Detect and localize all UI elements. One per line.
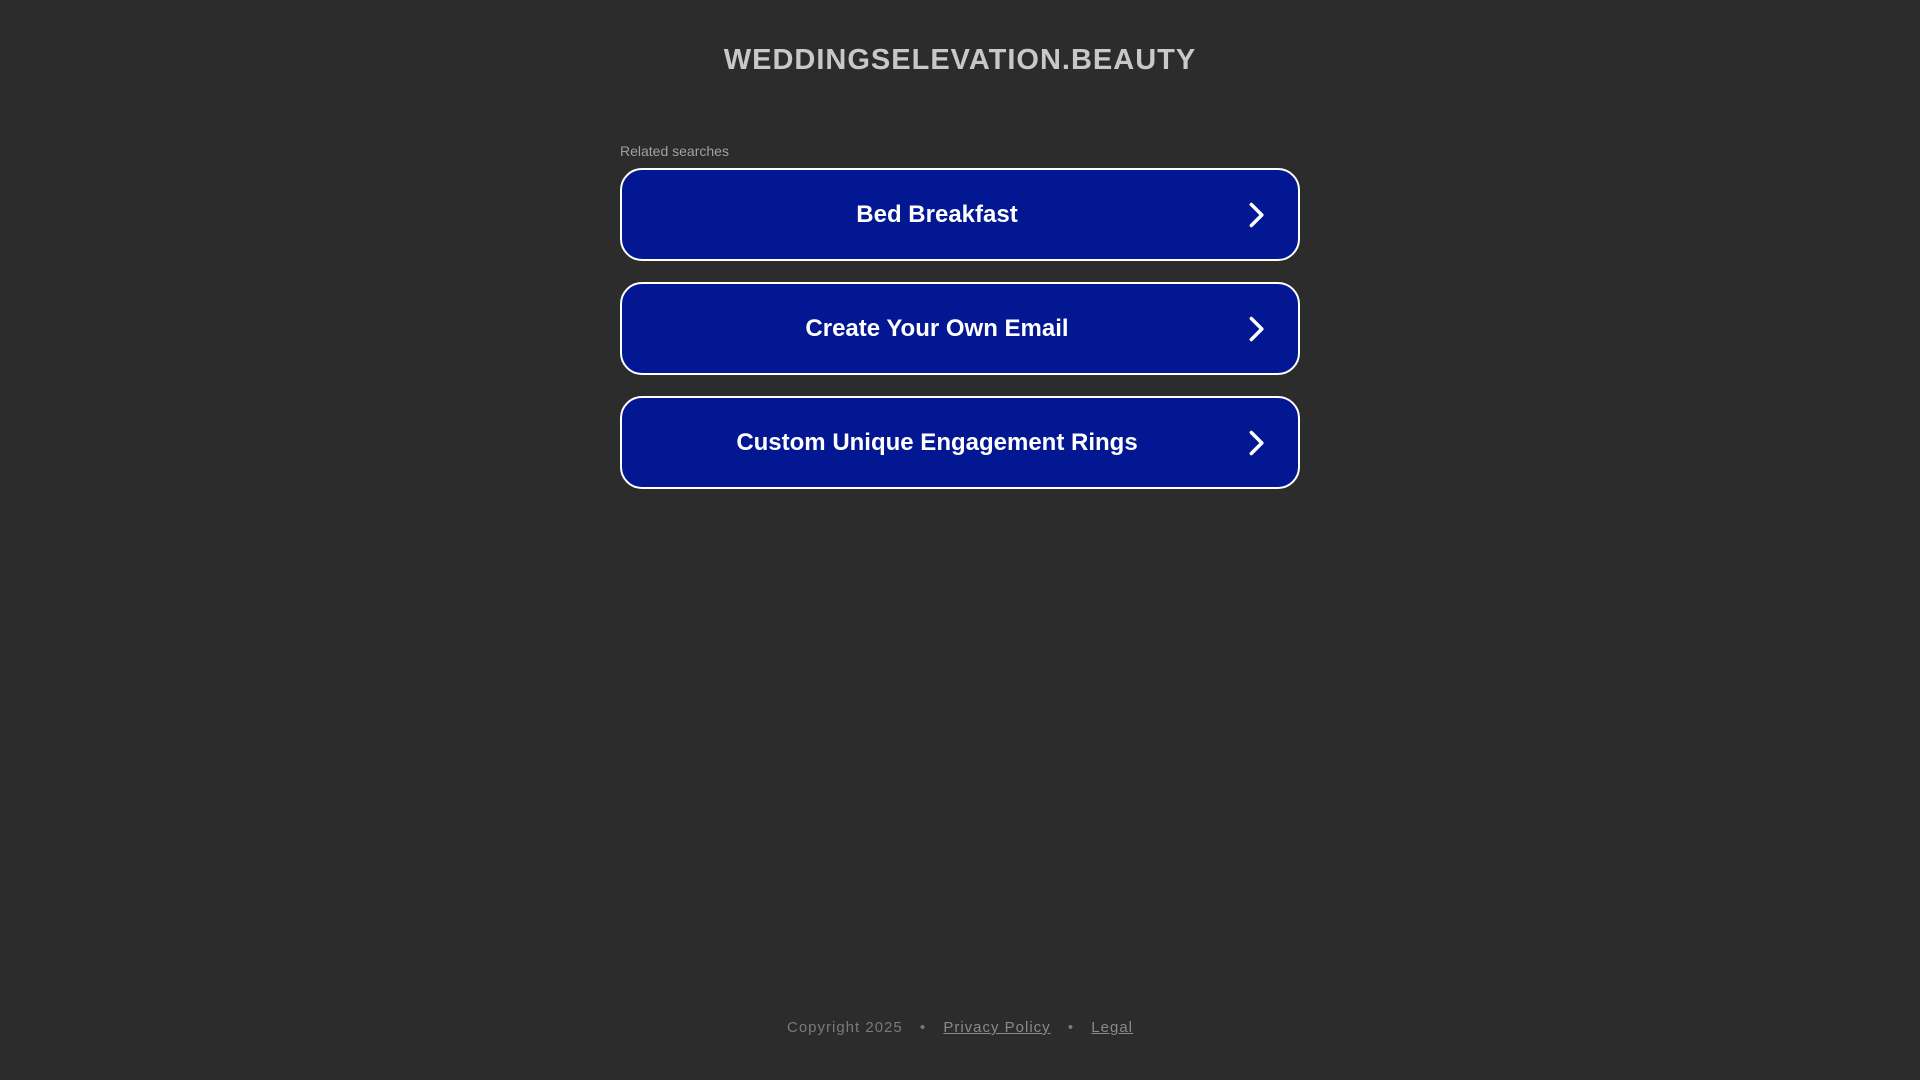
- chevron-right-icon: [1242, 315, 1270, 343]
- footer: [0, 1019, 1920, 1036]
- chevron-right-icon: [1242, 429, 1270, 457]
- privacy-policy-link[interactable]: Privacy Policy: [943, 1019, 1051, 1036]
- domain-title: WEDDINGSELEVATION.BEAUTY: [723, 44, 1197, 76]
- footer-separator: •: [919, 1019, 927, 1036]
- legal-link[interactable]: Legal: [1091, 1019, 1133, 1036]
- search-link-create-your-own-email[interactable]: [620, 282, 1300, 375]
- chevron-right-icon: [1242, 201, 1270, 229]
- footer-separator: •: [1067, 1019, 1075, 1036]
- copyright-text: Copyright 2025: [786, 1019, 903, 1036]
- search-link-label: Custom Unique Engagement Rings: [736, 428, 1138, 456]
- related-searches: [620, 143, 1300, 510]
- related-searches-label: Related searches: [620, 143, 729, 159]
- search-link-bed-breakfast[interactable]: [620, 168, 1300, 261]
- search-link-label: Bed Breakfast: [856, 200, 1018, 228]
- search-link-custom-unique-engagement-rings[interactable]: [620, 396, 1300, 489]
- search-link-label: Create Your Own Email: [805, 314, 1069, 342]
